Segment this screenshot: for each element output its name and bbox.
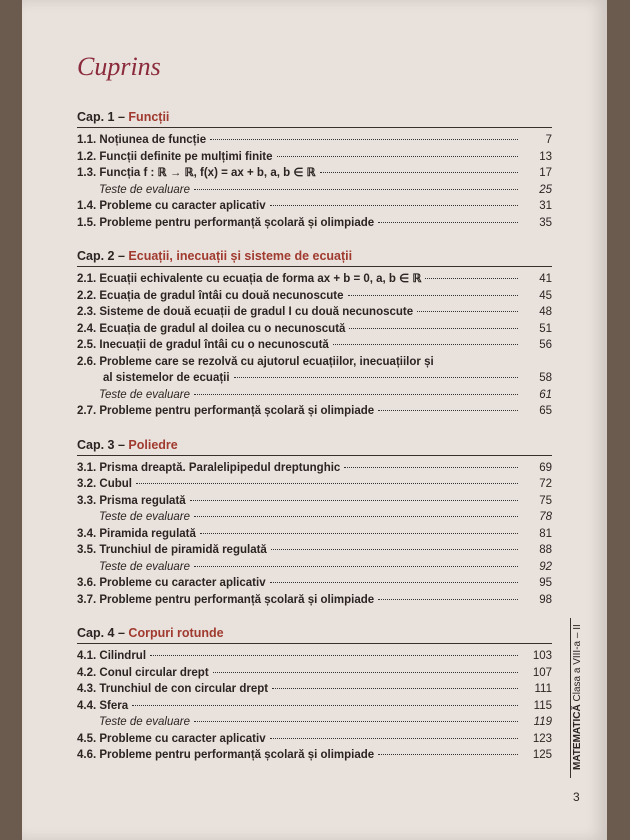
chapter-heading bbox=[77, 438, 552, 456]
entry-page: 78 bbox=[539, 511, 552, 523]
chapter-heading bbox=[77, 249, 552, 267]
entry-label: Ecuația de gradul întâi cu două necunoscute bbox=[99, 289, 344, 302]
toc-entry bbox=[77, 731, 552, 748]
entry-number: 2.3. bbox=[77, 306, 97, 318]
entry-label: Probleme pentru performanță școlară și olimpiade bbox=[99, 405, 375, 417]
entry-page: 72 bbox=[539, 478, 552, 490]
entry-label: Inecuații de gradul întâi cu o necunoscută bbox=[99, 339, 329, 351]
entry-page: 92 bbox=[539, 560, 552, 573]
entry-number: 1.4. bbox=[77, 200, 97, 212]
chapter-name: Funcții bbox=[128, 110, 170, 124]
toc-entry bbox=[77, 698, 552, 715]
dot-leader bbox=[378, 222, 518, 223]
entry-number: 4.1. bbox=[77, 650, 97, 662]
toc-entry bbox=[77, 215, 552, 232]
entry-label: Probleme cu caracter aplicativ bbox=[99, 577, 266, 589]
entry-label: Teste de evaluare bbox=[99, 560, 191, 573]
entry-number: 1.3. bbox=[77, 167, 97, 179]
entry-page: 88 bbox=[539, 544, 552, 556]
toc-entry bbox=[77, 304, 552, 321]
entry-page: 119 bbox=[533, 716, 552, 728]
entry-page: 17 bbox=[539, 167, 552, 179]
chapter-heading bbox=[77, 110, 552, 128]
entry-number: 3.4. bbox=[77, 527, 97, 540]
entry-number: 2.2. bbox=[77, 289, 97, 302]
entry-number: 3.6. bbox=[77, 577, 97, 589]
entry-page: 75 bbox=[539, 494, 552, 507]
toc-entry bbox=[77, 288, 552, 305]
toc-entry bbox=[77, 403, 552, 420]
toc-entry bbox=[77, 460, 552, 477]
entry-number: 3.2. bbox=[77, 478, 97, 490]
entry-page: 35 bbox=[539, 216, 552, 229]
toc-entry bbox=[77, 370, 552, 387]
entry-number: 2.1. bbox=[77, 273, 97, 285]
entry-label: Teste de evaluare bbox=[99, 511, 191, 523]
toc-entry bbox=[77, 509, 552, 526]
entry-label: Sfera bbox=[99, 699, 129, 712]
toc-entry bbox=[77, 665, 552, 682]
toc-entry bbox=[77, 476, 552, 493]
dot-leader bbox=[194, 394, 518, 395]
entry-number: 2.4. bbox=[77, 322, 97, 335]
dot-leader bbox=[150, 655, 518, 656]
dot-leader bbox=[190, 500, 518, 501]
entry-page: 51 bbox=[539, 322, 552, 335]
dot-leader bbox=[378, 410, 518, 411]
entry-page: 56 bbox=[539, 339, 552, 351]
entry-label: Funcția f : ℝ → ℝ, f(x) = ax + b, a, b ∈ ℝ bbox=[99, 167, 316, 179]
toc-entry bbox=[77, 526, 552, 543]
toc-entry bbox=[77, 681, 552, 698]
entry-number: 4.2. bbox=[77, 666, 97, 679]
entry-label: Sisteme de două ecuații de gradul I cu două necunoscute bbox=[99, 306, 414, 318]
entry-page: 115 bbox=[533, 699, 552, 712]
entry-label: Probleme care se rezolvă cu ajutorul ecuațiilor, inecuațiilor și bbox=[99, 355, 434, 368]
entry-page: 48 bbox=[539, 306, 552, 318]
entry-label: Probleme cu caracter aplicativ bbox=[99, 732, 266, 745]
entry-page: 98 bbox=[539, 593, 552, 606]
dot-leader bbox=[272, 688, 518, 689]
entry-page: 61 bbox=[539, 388, 552, 401]
entry-label: Cubul bbox=[99, 478, 132, 490]
entry-number: 4.4. bbox=[77, 699, 97, 712]
entry-label: al sistemelor de ecuații bbox=[103, 372, 230, 384]
entry-page: 7 bbox=[545, 134, 552, 146]
entry-page: 69 bbox=[539, 461, 552, 474]
dot-leader bbox=[349, 328, 518, 329]
toc-entry bbox=[77, 337, 552, 354]
entry-label: Probleme cu caracter aplicativ bbox=[99, 200, 266, 212]
toc-entry bbox=[77, 714, 552, 731]
dot-leader bbox=[270, 738, 518, 739]
entry-number: 3.5. bbox=[77, 544, 97, 556]
chapter-prefix: Cap. 1 – bbox=[77, 110, 125, 124]
entry-label: Probleme pentru performanță școlară și olimpiade bbox=[99, 593, 375, 606]
entry-number: 1.1. bbox=[77, 134, 97, 146]
toc-entry bbox=[77, 542, 552, 559]
entry-number: 4.5. bbox=[77, 732, 97, 745]
chapter-prefix: Cap. 2 – bbox=[77, 249, 125, 263]
entry-number: 4.6. bbox=[77, 749, 97, 761]
chapter-section bbox=[77, 110, 552, 231]
dot-leader bbox=[270, 205, 518, 206]
chapter-name: Poliedre bbox=[128, 437, 178, 452]
toc-entry bbox=[77, 149, 552, 166]
entry-label: Funcții definite pe mulțimi finite bbox=[99, 150, 273, 163]
dot-leader bbox=[234, 377, 518, 378]
toc-entry bbox=[77, 592, 552, 609]
entry-label: Teste de evaluare bbox=[99, 716, 191, 728]
page-title: Cuprins bbox=[77, 52, 161, 81]
chapter-heading bbox=[77, 626, 552, 644]
dot-leader bbox=[132, 705, 518, 706]
dot-leader bbox=[194, 516, 518, 517]
dot-leader bbox=[194, 566, 518, 567]
entry-page: 58 bbox=[539, 372, 552, 384]
toc-entry bbox=[77, 132, 552, 149]
dot-leader bbox=[200, 533, 518, 534]
toc-entry bbox=[77, 648, 552, 665]
table-of-contents bbox=[77, 110, 552, 782]
entry-label: Conul circular drept bbox=[99, 666, 209, 679]
chapter-section bbox=[77, 249, 552, 420]
dot-leader bbox=[348, 295, 519, 296]
chapter-prefix: Cap. 3 – bbox=[77, 437, 125, 452]
entry-page: 125 bbox=[532, 749, 552, 761]
toc-entry bbox=[77, 559, 552, 576]
entry-label: Trunchiul de piramidă regulată bbox=[99, 544, 267, 556]
entry-number: 1.5. bbox=[77, 216, 97, 229]
entry-label: Cilindrul bbox=[99, 650, 147, 662]
chapter-prefix: Cap. 4 – bbox=[77, 626, 125, 640]
dot-leader bbox=[320, 172, 518, 173]
entry-page: 107 bbox=[532, 666, 552, 679]
entry-label: Prisma regulată bbox=[99, 494, 186, 507]
toc-entry bbox=[77, 321, 552, 338]
entry-label: Probleme pentru performanță școlară și olimpiade bbox=[99, 749, 375, 761]
dot-leader bbox=[425, 278, 518, 279]
entry-page: 13 bbox=[539, 150, 552, 163]
entry-number: 2.5. bbox=[77, 339, 97, 351]
dot-leader bbox=[378, 599, 518, 600]
toc-entry bbox=[77, 493, 552, 510]
entry-number: 3.3. bbox=[77, 494, 97, 507]
dot-leader bbox=[344, 467, 518, 468]
dot-leader bbox=[194, 189, 518, 190]
dot-leader bbox=[210, 139, 518, 140]
toc-entry bbox=[77, 575, 552, 592]
dot-leader bbox=[378, 754, 518, 755]
dot-leader bbox=[194, 721, 518, 722]
dot-leader bbox=[136, 483, 518, 484]
chapter-section bbox=[77, 438, 552, 609]
entry-page: 31 bbox=[539, 200, 552, 212]
entry-page: 81 bbox=[539, 527, 552, 540]
entry-page: 95 bbox=[539, 577, 552, 589]
entry-label: Piramida regulată bbox=[99, 527, 196, 540]
toc-entry bbox=[77, 271, 552, 288]
entry-page: 25 bbox=[539, 183, 552, 196]
entry-label: Teste de evaluare bbox=[99, 388, 191, 401]
dot-leader bbox=[213, 672, 518, 673]
entry-number: 2.6. bbox=[77, 355, 97, 368]
toc-entry bbox=[77, 387, 552, 404]
entry-number: 3.1. bbox=[77, 461, 97, 474]
dot-leader bbox=[270, 582, 518, 583]
dot-leader bbox=[417, 311, 518, 312]
entry-page: 45 bbox=[539, 289, 552, 302]
entry-page: 41 bbox=[539, 273, 552, 285]
entry-label: Probleme pentru performanță școlară și olimpiade bbox=[99, 216, 375, 229]
chapter-name: Ecuații, inecuații și sisteme de ecuații bbox=[128, 249, 353, 263]
entry-number: 2.7. bbox=[77, 405, 97, 417]
book-page bbox=[22, 0, 607, 840]
entry-label: Teste de evaluare bbox=[99, 183, 191, 196]
entry-number: 4.3. bbox=[77, 683, 97, 695]
entry-page: 123 bbox=[532, 732, 552, 745]
toc-entry bbox=[77, 747, 552, 764]
entry-page: 111 bbox=[534, 683, 552, 695]
dot-leader bbox=[271, 549, 518, 550]
entry-label: Prisma dreaptă. Paralelipipedul dreptunghic bbox=[99, 461, 341, 474]
dot-leader bbox=[333, 344, 518, 345]
entry-label: Noțiunea de funcție bbox=[99, 134, 207, 146]
entry-number: 1.2. bbox=[77, 150, 97, 163]
entry-page: 65 bbox=[539, 405, 552, 417]
dot-leader bbox=[277, 156, 518, 157]
side-label: MATEMATICĂ Clasa a VIII-a – II bbox=[572, 624, 583, 770]
entry-label: Trunchiul de con circular drept bbox=[99, 683, 269, 695]
entry-label: Ecuații echivalente cu ecuația de forma ax + b = 0, a, b ∈ ℝ bbox=[99, 273, 422, 285]
toc-entry bbox=[77, 198, 552, 215]
toc-entry bbox=[77, 354, 552, 371]
page-number: 3 bbox=[573, 790, 580, 804]
chapter-section bbox=[77, 626, 552, 764]
toc-entry bbox=[77, 165, 552, 182]
entry-page: 103 bbox=[532, 650, 552, 662]
entry-label: Ecuația de gradul al doilea cu o necunoscută bbox=[99, 322, 346, 335]
toc-entry bbox=[77, 182, 552, 199]
entry-number: 3.7. bbox=[77, 593, 97, 606]
chapter-name: Corpuri rotunde bbox=[128, 626, 224, 640]
